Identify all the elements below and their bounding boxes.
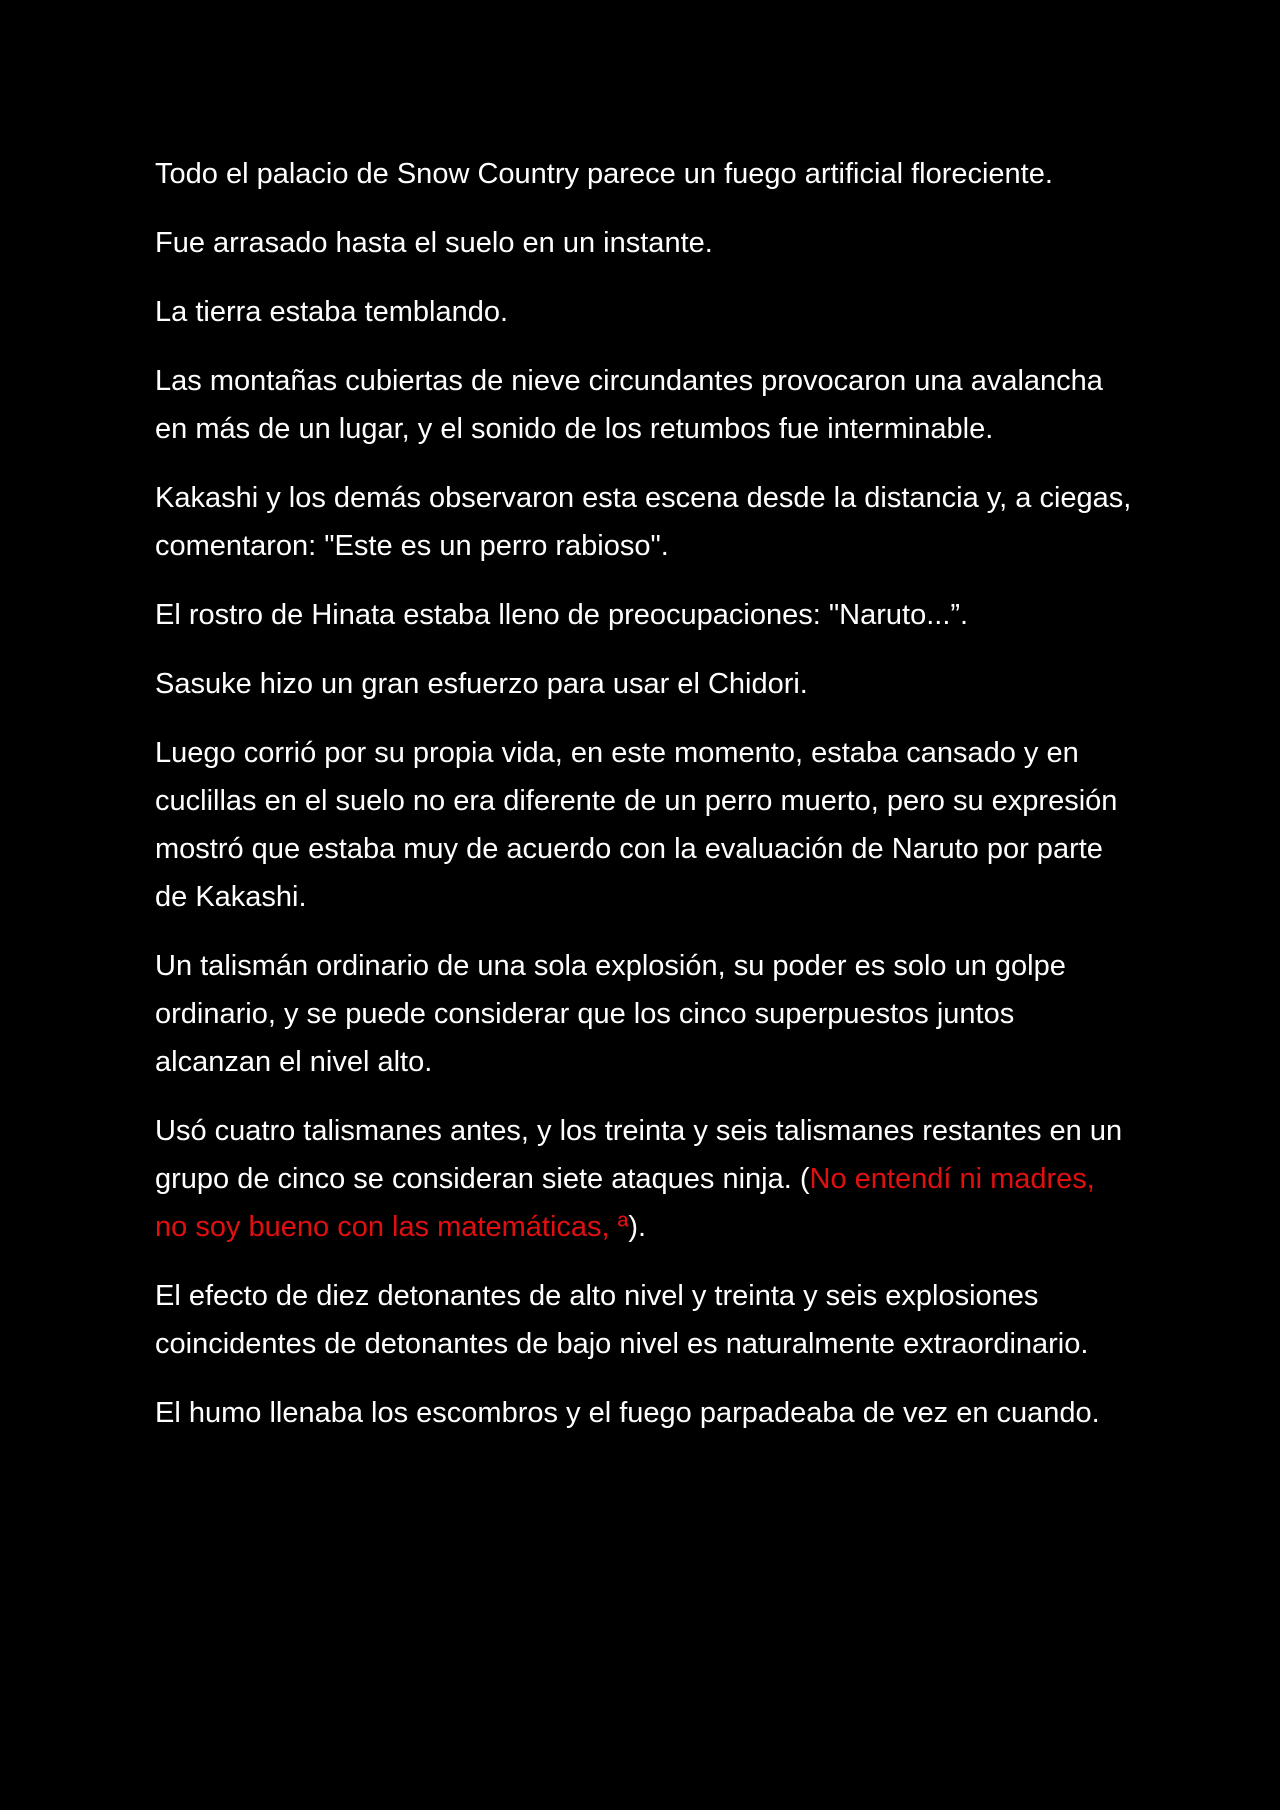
paragraph-10-end: ). bbox=[628, 1211, 647, 1243]
paragraph-2: Fue arrasado hasta el suelo en un instante. bbox=[155, 227, 713, 259]
paragraph-4: Las montañas cubiertas de nieve circundantes provocaron una avalancha en más de un lugar, y el sonido de los retumbos fue interminable. bbox=[155, 365, 1103, 445]
paragraph-6: El rostro de Hinata estaba lleno de preocupaciones: "Naruto...”. bbox=[155, 599, 969, 631]
document-body bbox=[155, 150, 1135, 1458]
paragraph-12: El humo llenaba los escombros y el fuego parpadeaba de vez en cuando. bbox=[155, 1397, 1100, 1429]
paragraph-9: Un talismán ordinario de una sola explosión, su poder es solo un golpe ordinario, y se puede considerar que los cinco superpuestos juntos alcanzan el nivel alto. bbox=[155, 950, 1066, 1078]
paragraph-1: Todo el palacio de Snow Country parece un fuego artificial floreciente. bbox=[155, 158, 1053, 190]
paragraph-5: Kakashi y los demás observaron esta escena desde la distancia y, a ciegas, comentaron: "Este es un perro rabioso". bbox=[155, 482, 1132, 562]
paragraph-8: Luego corrió por su propia vida, en este momento, estaba cansado y en cuclillas en el suelo no era diferente de un perro muerto, pero su expresión mostró que estaba muy de acuerdo con la evaluación de Naruto por parte de Kakashi. bbox=[155, 737, 1118, 913]
paragraph-11: El efecto de diez detonantes de alto nivel y treinta y seis explosiones coincidentes de detonantes de bajo nivel es naturalmente extraordinario. bbox=[155, 1280, 1089, 1360]
paragraph-10-text: Usó cuatro talismanes antes, y los treinta y seis talismanes restantes en un grupo de cinco se consideran siete ataques ninja. ( bbox=[155, 1115, 1123, 1195]
translator-note: No entendí ni madres, no soy bueno con las matemáticas, ª bbox=[155, 1163, 1095, 1243]
paragraph-7: Sasuke hizo un gran esfuerzo para usar el Chidori. bbox=[155, 668, 808, 700]
paragraph-10 bbox=[155, 1107, 1135, 1251]
paragraph-3: La tierra estaba temblando. bbox=[155, 296, 509, 328]
